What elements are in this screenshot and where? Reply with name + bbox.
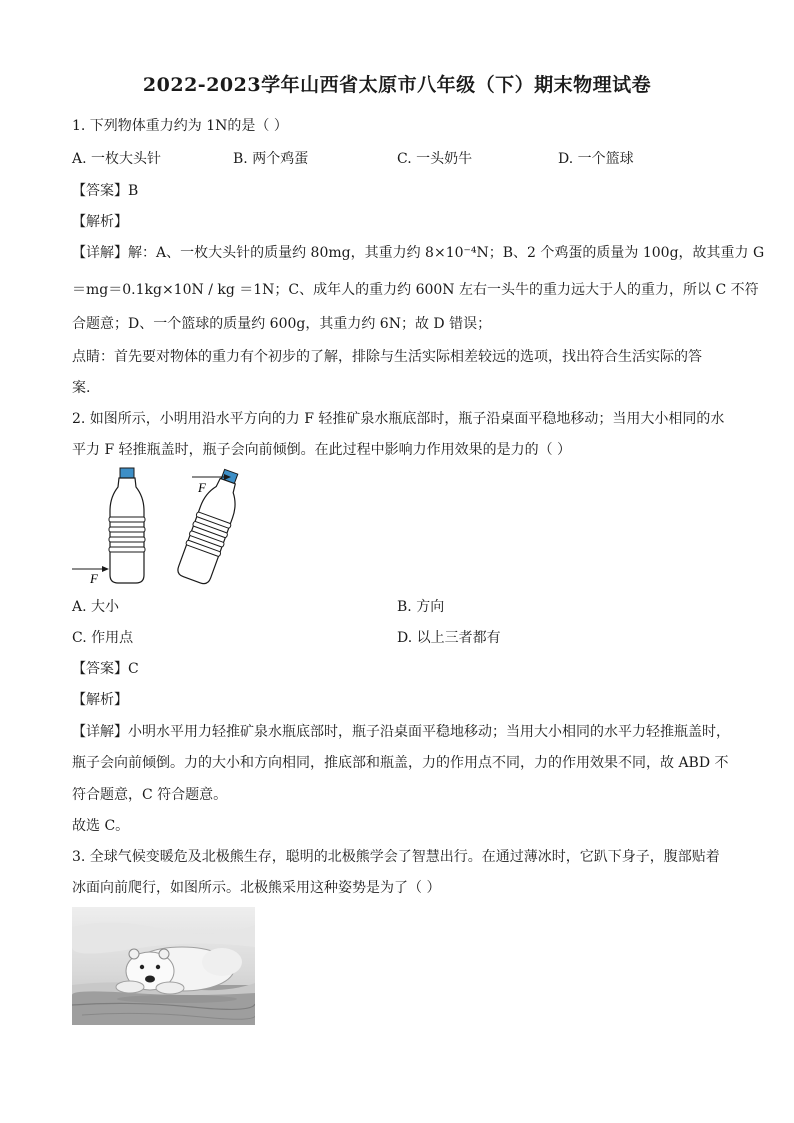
q3-stem-line-1: 3. 全球气候变暖危及北极熊生存，聪明的北极熊学会了智慧出行。在通过薄冰时，它趴下身子，腹部贴着 — [72, 849, 720, 865]
q2-detail-line-3: 符合题意，C 符合题意。 — [72, 787, 228, 803]
q2-detail-line-2: 瓶子会向前倾倒。力的大小和方向相同，推底部和瓶盖，力的作用点不同，力的作用效果不同，故 ABD 不 — [72, 755, 729, 771]
q1-option-a: A. 一枚大头针 — [72, 151, 162, 167]
page-title: 2022-2023学年山西省太原市八年级（下）期末物理试卷 — [142, 74, 652, 96]
upright-bottle — [109, 468, 145, 583]
q1-note-line-1: 点睛：首先要对物体的重力有个初步的了解，排除与生活实际相差较远的选项，找出符合生活实际的答 — [72, 349, 702, 365]
q3-stem-line-2: 冰面向前爬行，如图所示。北极熊采用这种姿势是为了（ ） — [72, 880, 441, 896]
q2-detail-line-1: 【详解】小明水平用力轻推矿泉水瓶底部时，瓶子沿桌面平稳地移动；当用大小相同的水平力轻推瓶盖时， — [72, 724, 730, 740]
force-label-bottom: F — [90, 571, 98, 586]
q2-stem-line-2: 平力 F 轻推瓶盖时，瓶子会向前倾倒。在此过程中影响力作用效果的是力的（ ） — [72, 442, 572, 458]
q1-detail-line-1: 【详解】解：A、一枚大头针的质量约 80mg，其重力约 8×10⁻⁴N；B、2 个鸡蛋的质量为 100g，故其重力 G — [72, 245, 765, 261]
q2-option-c: C. 作用点 — [72, 630, 134, 646]
q2-analysis-heading: 【解析】 — [72, 692, 128, 708]
q1-stem: 1. 下列物体重力约为 1N的是（ ） — [72, 118, 288, 134]
q2-stem-line-1: 2. 如图所示，小明用沿水平方向的力 F 轻推矿泉水瓶底部时，瓶子沿桌面平稳地移动；当用大小相同的水 — [72, 411, 725, 427]
bottles-figure — [70, 465, 260, 590]
polar-bear-photo — [72, 907, 255, 1025]
q2-option-b: B. 方向 — [397, 599, 445, 615]
force-label-top: F — [198, 480, 206, 495]
q2-conclusion: 故选 C。 — [72, 818, 130, 834]
q2-answer: 【答案】C — [72, 661, 139, 677]
q1-answer: 【答案】B — [72, 183, 139, 199]
q1-option-d: D. 一个篮球 — [558, 151, 634, 167]
q1-detail-line-3: 合题意；D、一个篮球的质量约 600g，其重力约 6N；故 D 错误； — [72, 316, 492, 332]
q1-note-line-2: 案. — [72, 380, 91, 396]
q1-option-c: C. 一头奶牛 — [397, 151, 473, 167]
q1-analysis-heading: 【解析】 — [72, 214, 128, 230]
tilted-bottle — [175, 466, 248, 586]
q2-option-d: D. 以上三者都有 — [397, 630, 501, 646]
q2-option-a: A. 大小 — [72, 599, 120, 615]
q1-option-b: B. 两个鸡蛋 — [233, 151, 309, 167]
q1-detail-line-2: ＝mg＝0.1kg×10N / kg ＝1N；C、成年人的重力约 600N 左右一头牛的重力远大于人的重力，所以 C 不符 — [72, 282, 759, 298]
